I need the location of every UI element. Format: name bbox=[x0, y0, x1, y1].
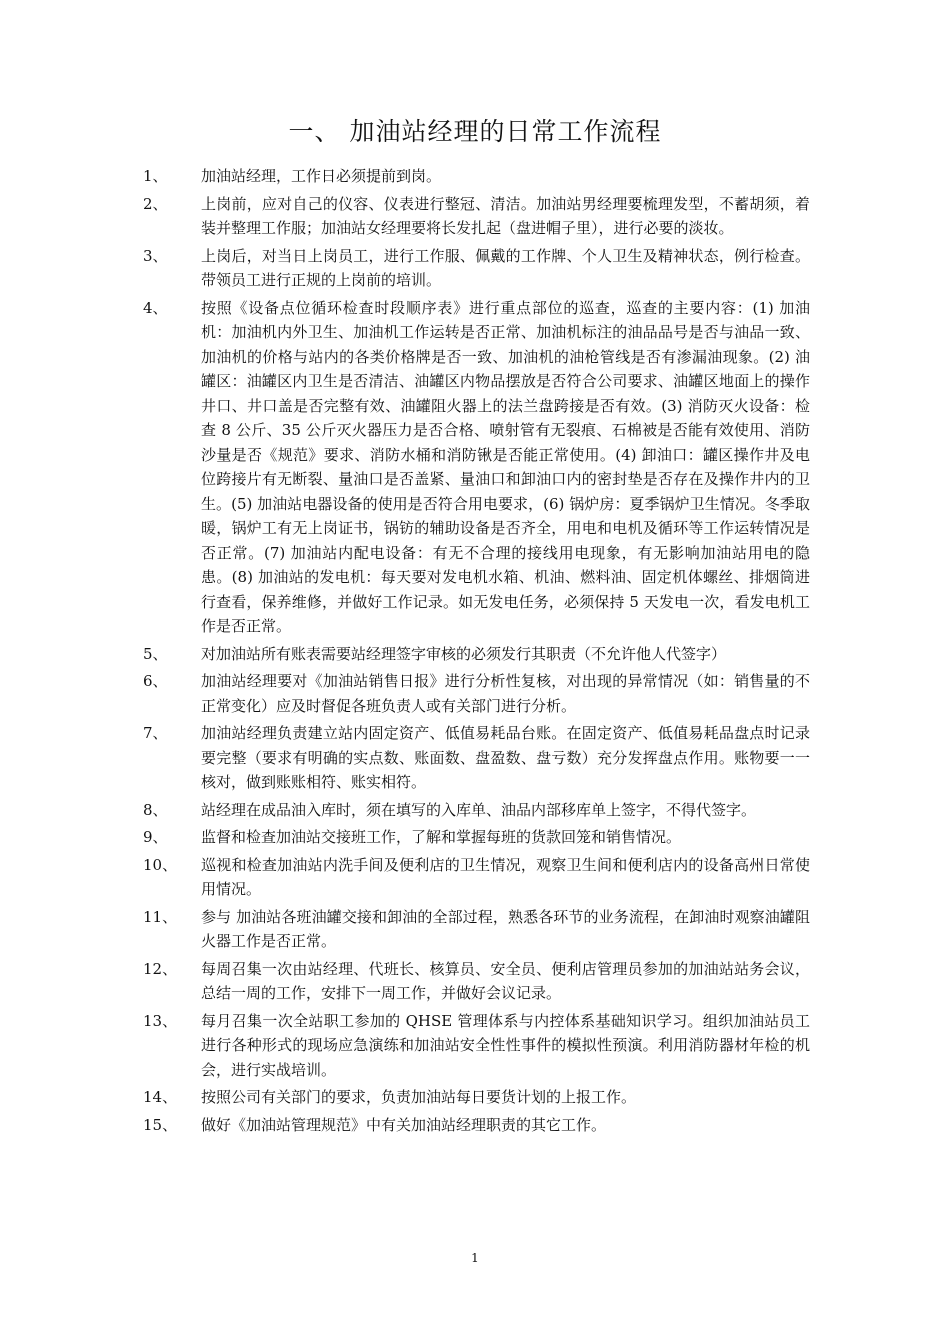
list-item-text: 上岗前，应对自己的仪容、仪表进行整冠、清洁。加油站男经理要梳理发型，不蓄胡须，着装并整理工作服；加油站女经理要将长发扎起（盘进帽子里），进行必要的淡妆。 bbox=[201, 194, 810, 237]
list-item bbox=[0, 164, 950, 189]
list-item-number: 4、 bbox=[143, 298, 168, 317]
list-item-number: 11、 bbox=[143, 907, 178, 926]
list-item-text: 加油站经理要对《加油站销售日报》进行分析性复核，对出现的异常情况（如：销售量的不正常变化）应及时督促各班负责人或有关部门进行分析。 bbox=[201, 672, 810, 715]
list-item-text: 每月召集一次全站职工参加的 QHSE 管理体系与内控体系基础知识学习。组织加油站员工进行各种形式的现场应急演练和加油站安全性性事件的模拟性预演。利用消防器材年检的机会，进行实战培训。 bbox=[201, 1011, 810, 1079]
list-item-text: 巡视和检查加油站内洗手间及便利店的卫生情况，观察卫生间和便利店内的设备高州日常使用情况。 bbox=[201, 855, 810, 898]
list-item-text: 每周召集一次由站经理、代班长、核算员、安全员、便利店管理员参加的加油站站务会议，总结一周的工作，安排下一周工作，并做好会议记录。 bbox=[201, 959, 810, 1002]
list-item-number: 13、 bbox=[143, 1011, 178, 1030]
list-item-text: 参与 加油站各班油罐交接和卸油的全部过程，熟悉各环节的业务流程，在卸油时观察油罐阻火器工作是否正常。 bbox=[201, 907, 810, 950]
list-item-number: 8、 bbox=[143, 800, 168, 819]
list-item bbox=[0, 905, 950, 954]
list-item-text: 做好《加油站管理规范》中有关加油站经理职责的其它工作。 bbox=[201, 1115, 607, 1134]
list-item bbox=[0, 798, 950, 823]
list-item-number: 15、 bbox=[143, 1115, 178, 1134]
list-item bbox=[0, 1113, 950, 1138]
list-item-number: 6、 bbox=[143, 672, 168, 690]
list-item-number: 2、 bbox=[143, 194, 168, 213]
list-item bbox=[0, 853, 950, 902]
list-item-text: 加油站经理，工作日必须提前到岗。 bbox=[201, 167, 442, 185]
list-item-number: 9、 bbox=[143, 828, 168, 846]
list-item-text: 对加油站所有账表需要站经理签字审核的必须发行其职责（不允许他人代签字） bbox=[201, 644, 727, 663]
list-item bbox=[0, 669, 950, 718]
list-item-text: 加油站经理负责建立站内固定资产、低值易耗品台账。在固定资产、低值易耗品盘点时记录要完整（要求有明确的实点数、账面数、盘盈数、盘亏数）充分发挥盘点作用。账物要一一核对，做到账账相符、账实相符。 bbox=[201, 724, 810, 791]
list-item-text: 按照《设备点位循环检查时段顺序表》进行重点部位的巡查，巡查的主要内容：(1) 加油机：加油机内外卫生、加油机工作运转是否正常、加油机标注的油品品号是否与油品一致、加油机的价格与站内的各类价格牌是否一致、加油机的油枪管线是否有渗漏油现象。(2) 油罐区：油罐区内卫生是否清洁、油罐区内物品摆放是否符合公司要求、油罐区地面上的操作井口、井口盖是否完整有效、油罐阻火器上的法兰盘跨接是否有效。(3) 消防灭火设备：检查 8 公斤、35 公斤灭火器压力是否合格、喷射管有无裂痕、石棉被是否能有效使用、消防沙量是否《规范》要求、消防水桶和消防锹是否能正常使用。(4) 卸油口：罐区操作井及电位跨接片有无断裂、量油口是否盖紧、量油口和卸油口内的密封垫是否存在及操作井内的卫生。(5) 加油站电器设备的使用是否符合用电要求，(6) 锅炉房：夏季锅炉卫生情况。冬季取暖，锅炉工有无上岗证书，锅钫的辅助设备是否齐全，用电和电机及循环等工作运转情况是否正常。(7) 加油站内配电设备：有无不合理的接线用电现象，有无影响加油站用电的隐患。(8) 加油站的发电机：每天要对发电机水箱、机油、燃料油、固定机体螺丝、排烟筒进行查看，保养维修，并做好工作记录。如无发电任务，必须保持 5 天发电一次，看发电机工作是否正常。 bbox=[201, 298, 810, 635]
list-item bbox=[0, 296, 950, 639]
list-item-number: 1、 bbox=[143, 167, 168, 185]
page-number: 1 bbox=[471, 1251, 479, 1265]
list-item bbox=[0, 244, 950, 293]
list-item bbox=[0, 1085, 950, 1110]
list-item bbox=[0, 192, 950, 241]
list-item-number: 3、 bbox=[143, 246, 168, 265]
list-item-text: 站经理在成品油入库时，须在填写的入库单、油品内部移库单上签字，不得代签字。 bbox=[201, 800, 757, 819]
list-item-text: 上岗后，对当日上岗员工，进行工作服、佩戴的工作牌、个人卫生及精神状态，例行检查。带领员工进行正规的上岗前的培训。 bbox=[201, 246, 810, 289]
list-item bbox=[0, 957, 950, 1006]
list-item-number: 7、 bbox=[143, 724, 168, 742]
list-item bbox=[0, 721, 950, 795]
list-item-number: 14、 bbox=[143, 1088, 178, 1106]
list-item-text: 按照公司有关部门的要求，负责加油站每日要货计划的上报工作。 bbox=[201, 1088, 637, 1106]
list-item bbox=[0, 1009, 950, 1083]
list-item bbox=[0, 825, 950, 850]
document-title: 一、 加油站经理的日常工作流程 bbox=[288, 117, 662, 146]
list-item-number: 12、 bbox=[143, 959, 178, 978]
list-item-text: 监督和检查加油站交接班工作，了解和掌握每班的货款回笼和销售情况。 bbox=[201, 828, 682, 846]
procedure-list bbox=[0, 164, 950, 1140]
list-item bbox=[0, 642, 950, 667]
list-item-number: 10、 bbox=[143, 855, 178, 874]
list-item-number: 5、 bbox=[143, 644, 168, 663]
